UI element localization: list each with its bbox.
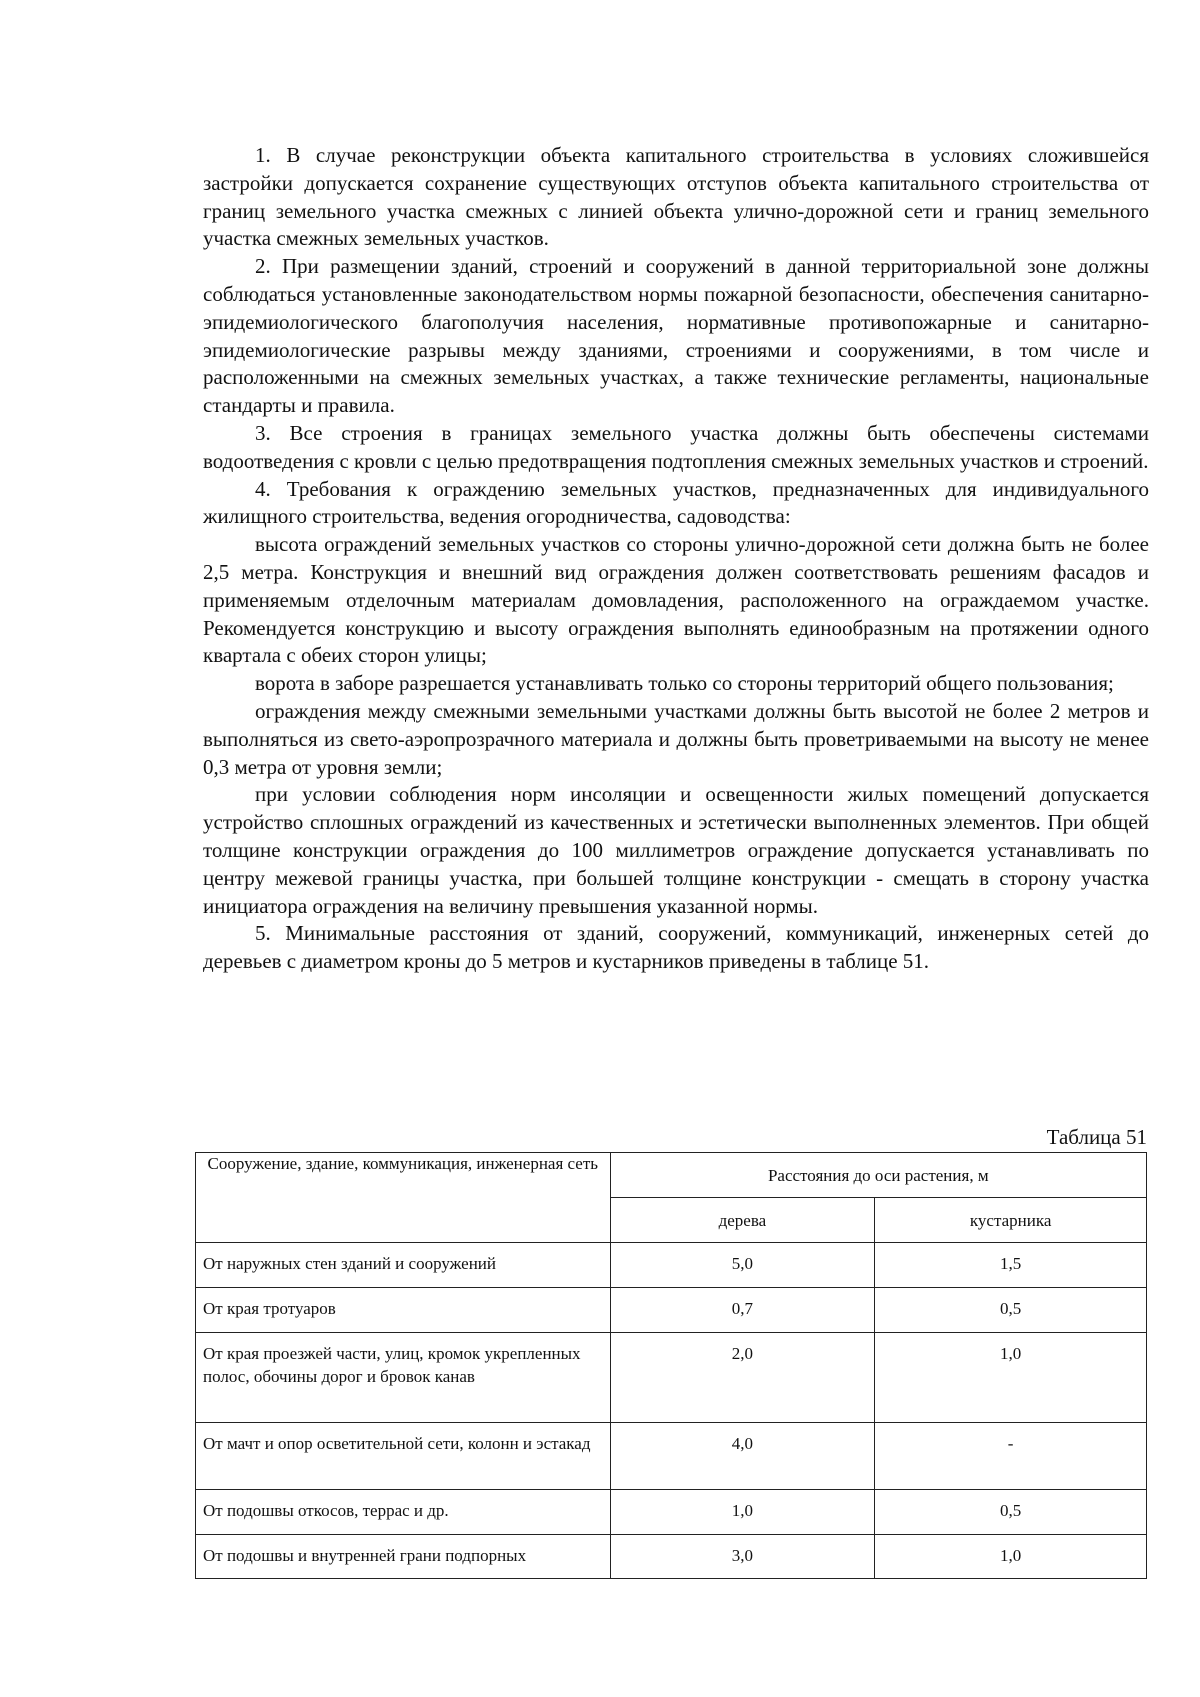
document-body	[203, 142, 1149, 976]
paragraph-4-fence-height: высота ограждений земельных участков со стороны улично-дорожной сети должна быть не более 2,5 метра. Конструкция и внешний вид ограждения должен соответствовать решениям фасадов и применяемым отделочным материалам домовладения, расположенного на ограждаемом участке. Рекомендуется конструкцию и высоту ограждения выполнять единообразным на протяжении одного квартала с обеих сторон улицы;	[203, 532, 1149, 668]
table-row	[196, 1243, 1147, 1288]
paragraph-1: 1. В случае реконструкции объекта капитального строительства в условиях сложившейся застройки допускается сохранение существующих отступов объекта капитального строительства от границ земельного участка смежных с линией объекта улично-дорожной сети и границ земельного участка смежных земельных участков.	[203, 143, 1149, 251]
table-row	[196, 1333, 1147, 1423]
paragraph-4-neighbour-fences: ограждения между смежными земельными участками должны быть высотой не более 2 метров и выполняться из свето-аэропрозрачного материала и должны быть проветриваемыми на высоту не менее 0,3 метра от уровня земли;	[203, 698, 1149, 779]
table-row	[196, 1423, 1147, 1490]
paragraph-4-gates: ворота в заборе разрешается устанавливать только со стороны территорий общего пользования;	[255, 671, 1114, 696]
table-row	[196, 1288, 1147, 1333]
row-tree-distance: 0,7	[610, 1288, 875, 1333]
paragraph-2: 2. При размещении зданий, строений и сооружений в данной территориальной зоне должны соблюдаться установленные законодательством нормы пожарной безопасности, обеспечения санитарно-эпидемиологического благополучия населения, нормативные противопожарные и санитарно-эпидемиологические разрывы между зданиями, строениями и сооружениями, в том числе и расположенными на смежных земельных участках, а также технические регламенты, национальные стандарты и правила.	[203, 254, 1149, 418]
row-shrub-distance: 1,0	[875, 1333, 1147, 1423]
table-row	[196, 1535, 1147, 1579]
table-caption: Таблица 51	[1046, 1125, 1147, 1149]
row-shrub-distance: 1,0	[875, 1535, 1147, 1579]
row-shrub-distance: 0,5	[875, 1288, 1147, 1333]
table-header-row	[196, 1153, 1147, 1198]
row-name: От мачт и опор осветительной сети, колонн и эстакад	[196, 1423, 611, 1490]
row-tree-distance: 5,0	[610, 1243, 875, 1288]
header-distance-group: Расстояния до оси растения, м	[610, 1153, 1146, 1198]
header-tree: дерева	[610, 1198, 875, 1243]
row-name: От края тротуаров	[196, 1288, 611, 1333]
row-shrub-distance: 1,5	[875, 1243, 1147, 1288]
distance-table	[195, 1152, 1147, 1579]
paragraph-4: 4. Требования к ограждению земельных участков, предназначенных для индивидуального жилищного строительства, ведения огородничества, садоводства:	[203, 476, 1149, 529]
row-name: От наружных стен зданий и сооружений	[196, 1243, 611, 1288]
row-name: От подошвы и внутренней грани подпорных	[196, 1535, 611, 1579]
row-tree-distance: 3,0	[610, 1535, 875, 1579]
table-row	[196, 1490, 1147, 1535]
row-tree-distance: 2,0	[610, 1333, 875, 1423]
paragraph-4-solid-fences: при условии соблюдения норм инсоляции и освещенности жилых помещений допускается устройство сплошных ограждений из качественных и эстетически выполненных элементов. При общей толщине конструкции ограждения до 100 миллиметров ограждение допускается устанавливать по центру межевой границы участка, при большей толщине конструкции - смещать в сторону участка инициатора ограждения на величину превышения указанной нормы.	[203, 782, 1149, 918]
row-name: От подошвы откосов, террас и др.	[196, 1490, 611, 1535]
paragraph-3: 3. Все строения в границах земельного участка должны быть обеспечены системами водоотведения с кровли с целью предотвращения подтопления смежных земельных участков и строений.	[203, 420, 1149, 473]
row-name: От края проезжей части, улиц, кромок укрепленных полос, обочины дорог и бровок канав	[196, 1333, 611, 1423]
row-shrub-distance: -	[875, 1423, 1147, 1490]
header-structure: Сооружение, здание, коммуникация, инженерная сеть	[196, 1153, 611, 1243]
header-shrub: кустарника	[875, 1198, 1147, 1243]
row-shrub-distance: 0,5	[875, 1490, 1147, 1535]
row-tree-distance: 4,0	[610, 1423, 875, 1490]
paragraph-5: 5. Минимальные расстояния от зданий, сооружений, коммуникаций, инженерных сетей до деревьев с диаметром кроны до 5 метров и кустарников приведены в таблице 51.	[203, 921, 1149, 974]
row-tree-distance: 1,0	[610, 1490, 875, 1535]
